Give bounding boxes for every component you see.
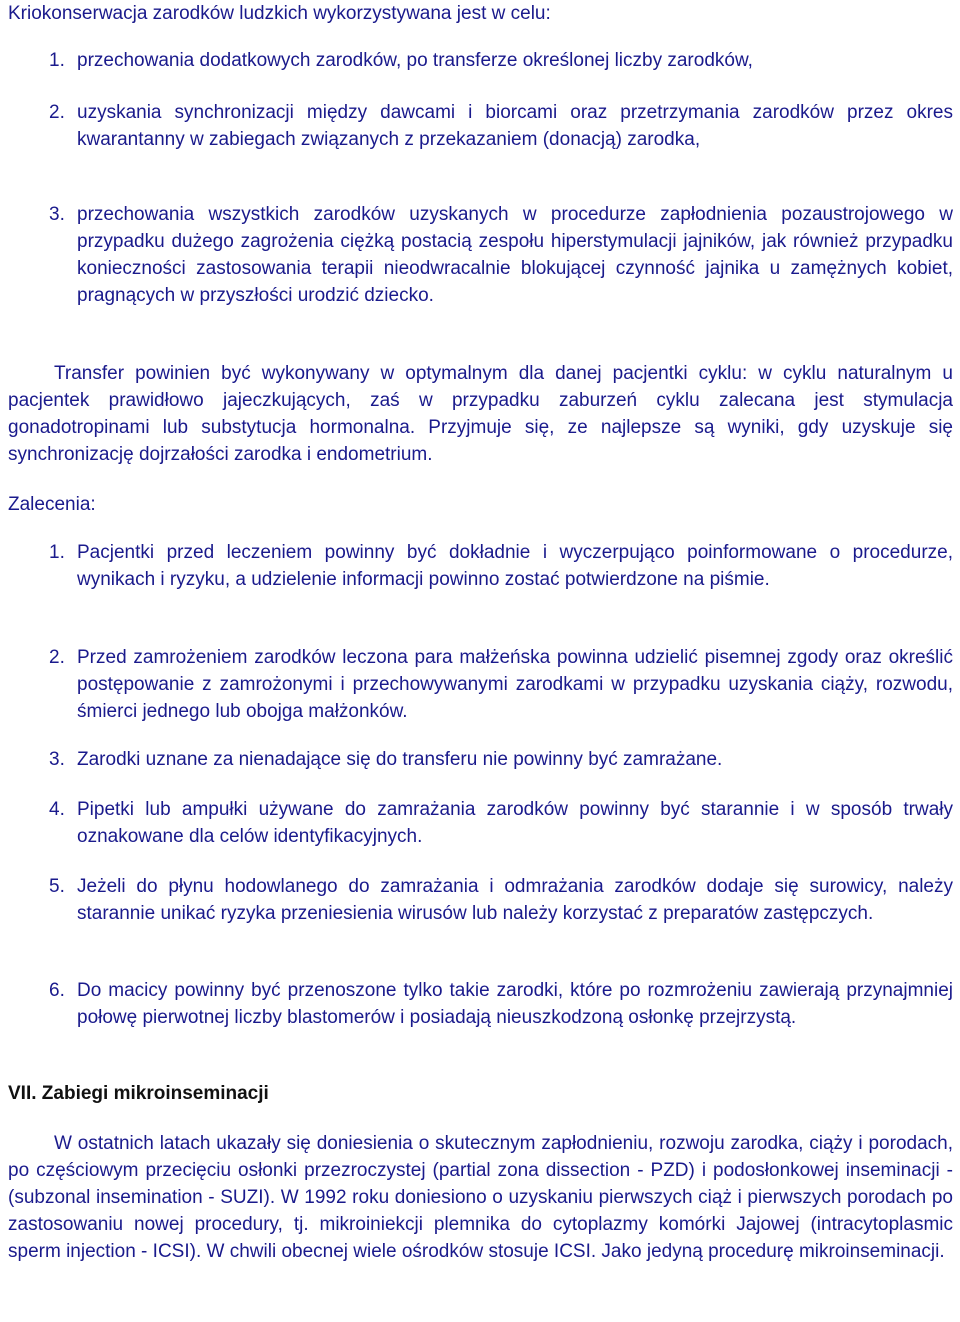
purpose-text: przechowania dodatkowych zarodków, po transferze określonej liczby zarodków, [77,50,753,71]
recommendations-label: Zalecenia: [8,494,96,515]
recommendation-number: 1. [49,542,65,563]
recommendation-text: Do macicy powinny być przenoszone tylko takie zarodki, które po rozmrożeniu zawierają przynajmniej połowę pierwotnej liczby blastomerów i posiadają nieuszkodzoną osłonkę przejrzystą. [77,980,953,1028]
purpose-text: przechowania wszystkich zarodków uzyskanych w procedurze zapłodnienia pozaustrojowego w przypadku dużego zagrożenia ciężką postacią zespołu hiperstymulacji jajników, jak również przypadku konieczności zastosowania terapii nieodwracalnie blokującej czynność jajnika u zamężnych kobiet, pragnących w przyszłości urodzić dziecko. [77,204,953,306]
recommendation-text: Zarodki uznane za nienadające się do transferu nie powinny być zamrażane. [77,749,723,770]
purpose-number: 2. [49,102,65,123]
recommendation-number: 2. [49,647,65,668]
intro-text: Kriokonserwacja zarodków ludzkich wykorzystywana jest w celu: [8,3,551,24]
purpose-text: uzyskania synchronizacji między dawcami i biorcami oraz przetrzymania zarodków przez okres kwarantanny w zabiegach związanych z przekazaniem (donacją) zarodka, [77,102,953,150]
recommendation-number: 3. [49,749,65,770]
transfer-paragraph: Transfer powinien być wykonywany w optymalnym dla danej pacjentki cyklu: w cyklu naturalnym u pacjentek prawidłowo jajeczkujących, zaś w przypadku zaburzeń cyklu zalecana jest stymulacja gonadotropinami lub substytucja hormonalna. Przyjmuje się, ze najlepsze są wyniki, gdy uzyskuje się synchronizację dojrzałości zarodka i endometrium. [8,363,953,465]
purpose-number: 1. [49,50,65,71]
recommendation-text: Pacjentki przed leczeniem powinny być dokładnie i wyczerpująco poinformowane o procedurze, wynikach i ryzyku, a udzielenie informacji powinno zostać potwierdzone na piśmie. [77,542,953,590]
recommendation-number: 6. [49,980,65,1001]
recommendation-text: Jeżeli do płynu hodowlanego do zamrażania i odmrażania zarodków dodaje się surowicy, należy starannie unikać ryzyka przeniesienia wirusów lub należy korzystać z preparatów zastępczych. [77,876,953,924]
recommendation-number: 4. [49,799,65,820]
section-heading: VII. Zabiegi mikroinseminacji [8,1083,269,1104]
microinsemination-paragraph: W ostatnich latach ukazały się doniesienia o skutecznym zapłodnieniu, rozwoju zarodka, ciąży i porodach, po częściowym przecięciu osłonki przezroczystej (partial zona dissection - PZD) i podosłonkowej inseminacji - (subzonal insemination - SUZI). W 1992 roku doniesiono o uzyskaniu pierwszych ciąż i pierwszych porodach po zastosowaniu nowej procedury, tj. mikroiniekcji plemnika do cytoplazmy komórki Jajowej (intracytoplasmic sperm injection - ICSI). W chwili obecnej wiele ośrodków stosuje ICSI. Jako jedyną procedurę mikroinseminacji. [8,1133,953,1262]
recommendation-text: Pipetki lub ampułki używane do zamrażania zarodków powinny być starannie i w sposób trwały oznakowane dla celów identyfikacyjnych. [77,799,953,847]
recommendation-text: Przed zamrożeniem zarodków leczona para małżeńska powinna udzielić pisemnej zgody oraz określić postępowanie z zamrożonymi i przechowywanymi zarodkami w przypadku uzyskania ciąży, rozwodu, śmierci jednego lub obojga małżonków. [77,647,953,722]
recommendation-number: 5. [49,876,65,897]
purpose-number: 3. [49,204,65,225]
